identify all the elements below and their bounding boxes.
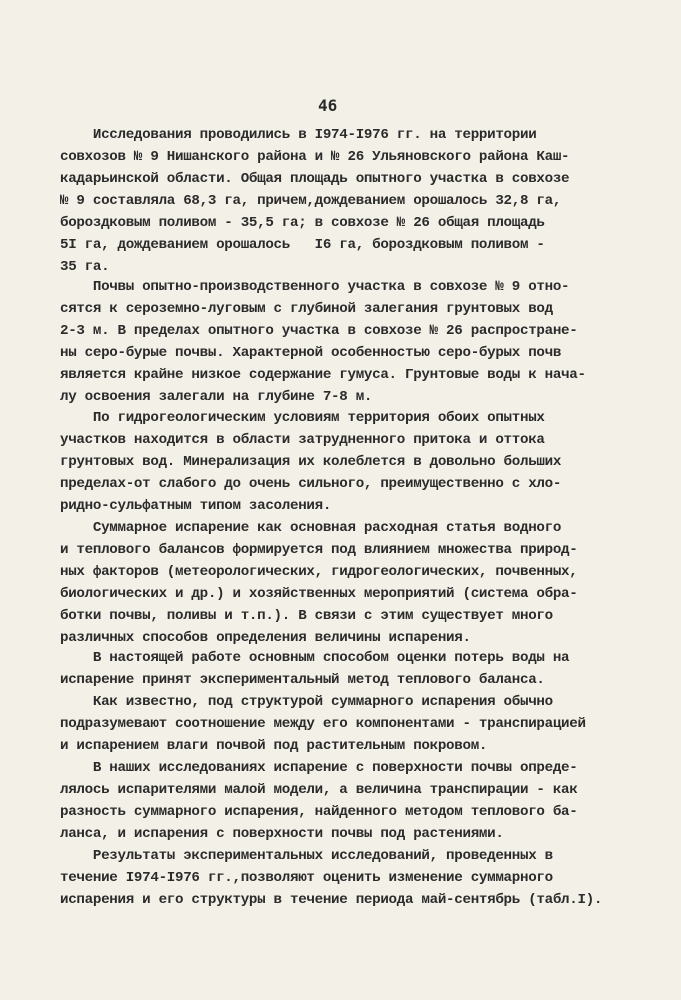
text-line: ных факторов (метеорологических, гидрогеологических, почвенных, xyxy=(60,564,578,580)
text-line: Исследования проводились в I974-I976 гг. на территории xyxy=(60,127,537,143)
text-line: испарения и его структуры в течение периода май-сентябрь (табл.I). xyxy=(60,892,603,908)
text-line: испарение принят экспериментальный метод теплового баланса. xyxy=(60,672,545,688)
text-line: ны серо-бурые почвы. Характерной особенностью серо-бурых почв xyxy=(60,345,562,361)
text-line: ботки почвы, поливы и т.п.). В связи с этим существует много xyxy=(60,608,553,624)
text-line: бороздковым поливом - 35,5 га; в совхозе № 26 общая площадь xyxy=(60,215,545,231)
text-line: Суммарное испарение как основная расходная статья водного xyxy=(60,520,562,536)
text-line: Как известно, под структурой суммарного испарения обычно xyxy=(60,694,553,710)
text-line: 2-3 м. В пределах опытного участка в совхозе № 26 распростране- xyxy=(60,323,578,339)
text-line: лялось испарителями малой модели, а величина транспирации - как xyxy=(60,782,578,798)
text-line: грунтовых вод. Минерализация их колеблется в довольно больших xyxy=(60,454,562,470)
text-line: подразумевают соотношение между его компонентами - транспирацией xyxy=(60,716,586,732)
text-line: По гидрогеологическим условиям территория обоих опытных xyxy=(60,410,545,426)
text-line: В наших исследованиях испарение с поверхности почвы опреде- xyxy=(60,760,578,776)
text-line: ланса, и испарения с поверхности почвы под растениями. xyxy=(60,826,504,842)
text-line: разность суммарного испарения, найденного методом теплового ба- xyxy=(60,804,578,820)
text-line: Результаты экспериментальных исследований, проведенных в xyxy=(60,848,553,864)
text-line: участков находится в области затрудненного притока и оттока xyxy=(60,432,545,448)
text-line: биологических и др.) и хозяйственных мероприятий (система обра- xyxy=(60,586,578,602)
text-line: кадарьинской области. Общая площадь опытного участка в совхозе xyxy=(60,171,570,187)
text-line: и испарением влаги почвой под растительным покровом. xyxy=(60,738,488,754)
text-line: совхозов № 9 Нишанского района и № 26 Ульяновского района Каш- xyxy=(60,149,570,165)
text-line: пределах-от слабого до очень сильного, преимущественно с хло- xyxy=(60,476,562,492)
text-line: ридно-сульфатным типом засоления. xyxy=(60,498,332,514)
text-line: является крайне низкое содержание гумуса. Грунтовые воды к нача- xyxy=(60,367,586,383)
text-line: № 9 составляла 68,3 га, причем,дождеванием орошалось 32,8 га, xyxy=(60,193,562,209)
text-line: лу освоения залегали на глубине 7-8 м. xyxy=(60,389,373,405)
text-line: и теплового балансов формируется под влиянием множества природ- xyxy=(60,542,578,558)
text-line: 5I га, дождеванием орошалось I6 га, бороздковым поливом - xyxy=(60,237,545,253)
text-line: сятся к сероземно-луговым с глубиной залегания грунтовых вод xyxy=(60,301,553,317)
text-line: 35 га. xyxy=(60,259,110,275)
text-line: течение I974-I976 гг.,позволяют оценить изменение суммарного xyxy=(60,870,553,886)
text-line: различных способов определения величины испарения. xyxy=(60,630,471,646)
page-number: 46 xyxy=(318,96,338,115)
text-line: В настоящей работе основным способом оценки потерь воды на xyxy=(60,650,570,666)
text-line: Почвы опытно-производственного участка в совхозе № 9 отно- xyxy=(60,279,570,295)
